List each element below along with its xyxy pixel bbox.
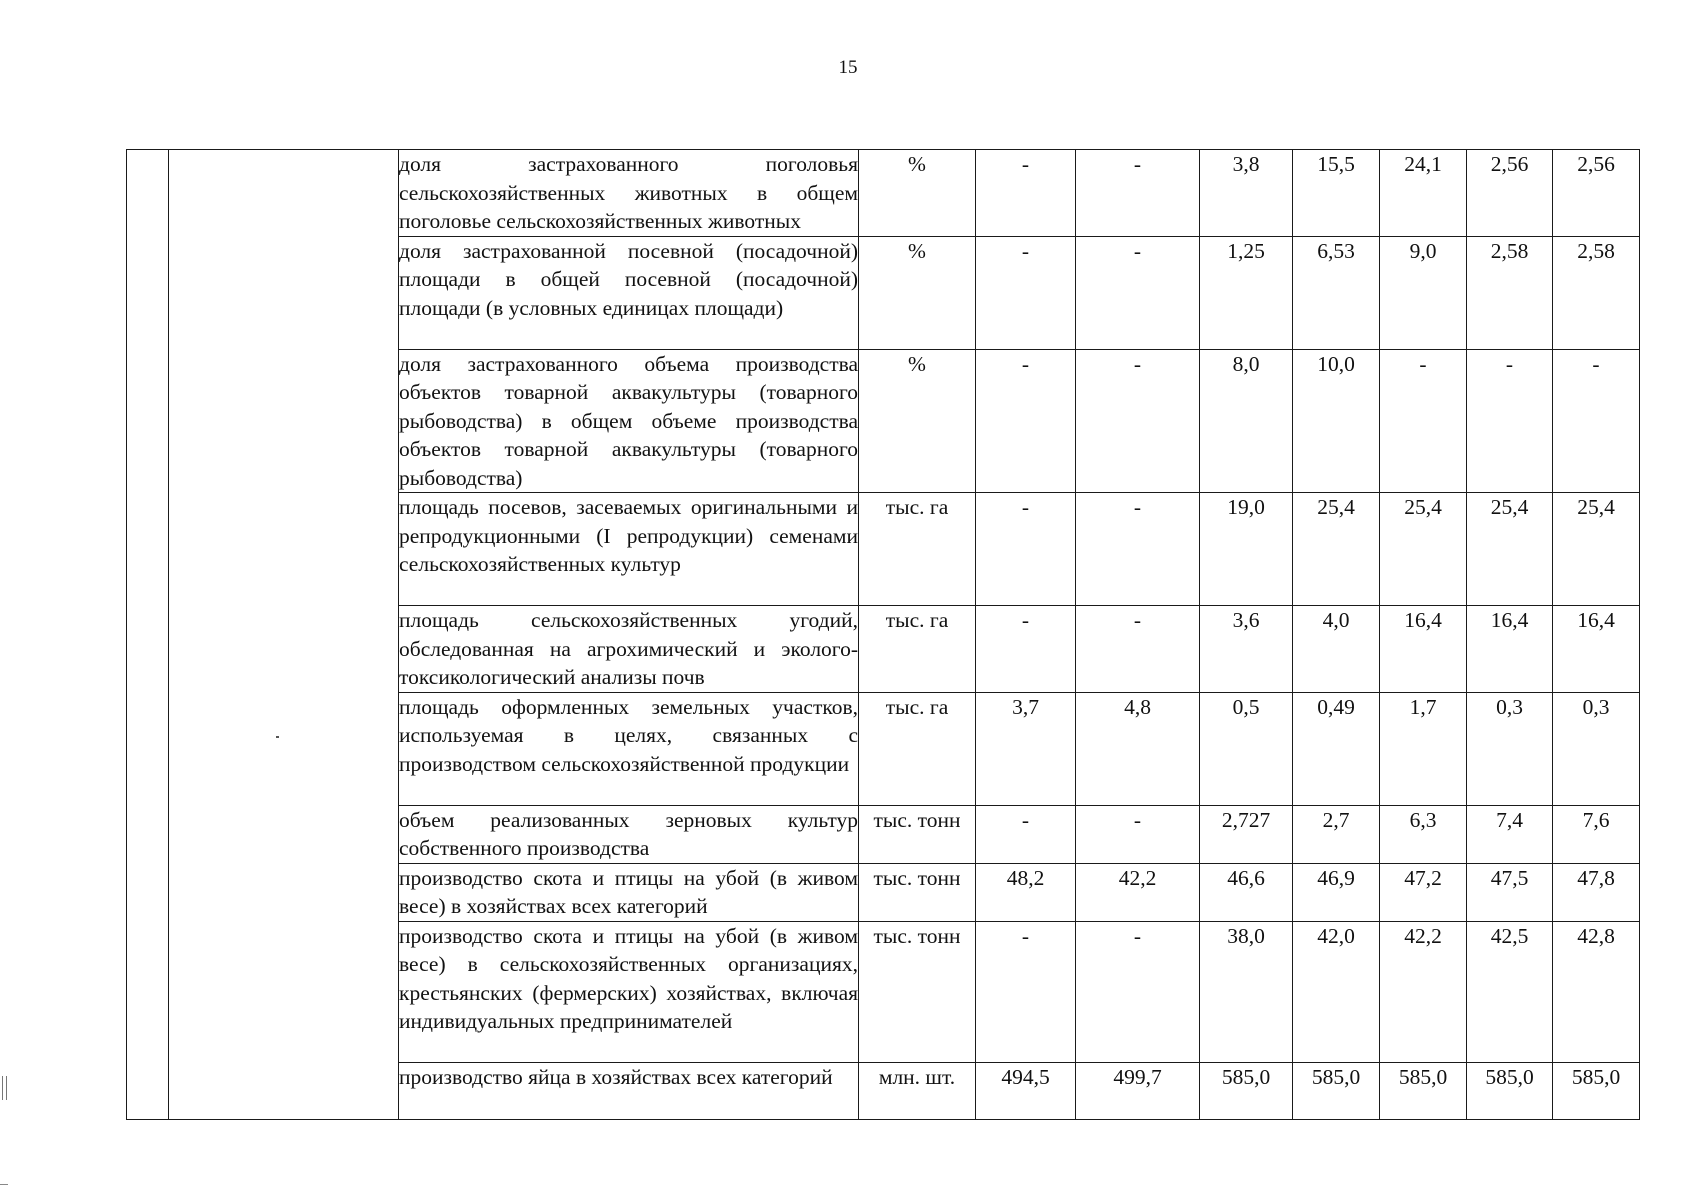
value-cell: 47,8 [1553, 863, 1640, 921]
value-cell: - [1076, 921, 1200, 1062]
unit-cell: тыс. га [859, 606, 976, 693]
value-cell: 15,5 [1293, 150, 1380, 237]
value-cell: 1,7 [1380, 692, 1467, 805]
indicator-cell: производство скота и птицы на убой (в живом весе) в хозяйствах всех категорий [399, 863, 859, 921]
value-cell: - [976, 606, 1076, 693]
value-cell: 4,8 [1076, 692, 1200, 805]
table-body [127, 150, 1640, 1120]
unit-cell: тыс. тонн [859, 805, 976, 863]
unit-cell: % [859, 150, 976, 237]
value-cell: 46,9 [1293, 863, 1380, 921]
value-cell: 42,8 [1553, 921, 1640, 1062]
value-cell: - [976, 236, 1076, 349]
value-cell: 3,7 [976, 692, 1076, 805]
value-cell: 19,0 [1200, 493, 1293, 606]
value-cell: 25,4 [1467, 493, 1553, 606]
value-cell: - [1076, 150, 1200, 237]
value-cell: 46,6 [1200, 863, 1293, 921]
value-cell: 2,58 [1467, 236, 1553, 349]
indicator-cell: производство скота и птицы на убой (в живом весе) в сельскохозяйственных организациях, крестьянских (фермерских) хозяйствах, включая индивидуальных предпринимателей [399, 921, 859, 1062]
value-cell: 585,0 [1467, 1062, 1553, 1119]
value-cell: 2,56 [1553, 150, 1640, 237]
indicator-cell: площадь сельскохозяйственных угодий, обследованная на агрохимический и эколого-токсикологический анализы почв [399, 606, 859, 693]
unit-cell: тыс. га [859, 692, 976, 805]
value-cell: 0,3 [1553, 692, 1640, 805]
unit-cell: тыс. тонн [859, 863, 976, 921]
indicator-cell: объем реализованных зерновых культур собственного производства [399, 805, 859, 863]
value-cell: 3,8 [1200, 150, 1293, 237]
value-cell: 585,0 [1380, 1062, 1467, 1119]
value-cell: 2,56 [1467, 150, 1553, 237]
value-cell: - [1076, 606, 1200, 693]
value-cell: 4,0 [1293, 606, 1380, 693]
number-column-cell [127, 150, 169, 1120]
indicator-cell: площадь посевов, засеваемых оригинальными и репродукционными (I репродукции) семенами сельскохозяйственных культур [399, 493, 859, 606]
value-cell: 494,5 [976, 1062, 1076, 1119]
value-cell: 10,0 [1293, 349, 1380, 493]
scan-mark [276, 736, 279, 738]
value-cell: 0,5 [1200, 692, 1293, 805]
program-column-cell [169, 150, 399, 1120]
value-cell: 9,0 [1380, 236, 1467, 349]
value-cell: 3,6 [1200, 606, 1293, 693]
value-cell: - [976, 921, 1076, 1062]
value-cell: 42,0 [1293, 921, 1380, 1062]
value-cell: 42,5 [1467, 921, 1553, 1062]
edge-mark [2, 1076, 7, 1100]
value-cell: 42,2 [1076, 863, 1200, 921]
value-cell: 48,2 [976, 863, 1076, 921]
value-cell: - [976, 150, 1076, 237]
value-cell: 25,4 [1553, 493, 1640, 606]
value-cell: - [1076, 493, 1200, 606]
value-cell: 6,53 [1293, 236, 1380, 349]
value-cell: 6,3 [1380, 805, 1467, 863]
indicator-cell: доля застрахованного объема производства объектов товарной аквакультуры (товарного рыбоводства) в общем объеме производства объектов товарной аквакультуры (товарного рыбоводства) [399, 349, 859, 493]
unit-cell: % [859, 236, 976, 349]
value-cell: 16,4 [1380, 606, 1467, 693]
value-cell: - [976, 349, 1076, 493]
value-cell: 585,0 [1200, 1062, 1293, 1119]
unit-cell: млн. шт. [859, 1062, 976, 1119]
value-cell: - [1076, 236, 1200, 349]
value-cell: 38,0 [1200, 921, 1293, 1062]
value-cell: 24,1 [1380, 150, 1467, 237]
page-number: 15 [838, 57, 858, 78]
value-cell: 2,7 [1293, 805, 1380, 863]
value-cell: - [976, 805, 1076, 863]
value-cell: 585,0 [1553, 1062, 1640, 1119]
value-cell: 16,4 [1553, 606, 1640, 693]
value-cell: 42,2 [1380, 921, 1467, 1062]
indicator-cell: производство яйца в хозяйствах всех категорий [399, 1062, 859, 1119]
value-cell: 2,58 [1553, 236, 1640, 349]
value-cell: - [976, 493, 1076, 606]
value-cell: 16,4 [1467, 606, 1553, 693]
value-cell: - [1076, 349, 1200, 493]
value-cell: 47,5 [1467, 863, 1553, 921]
value-cell: - [1380, 349, 1467, 493]
indicator-cell: доля застрахованной посевной (посадочной) площади в общей посевной (посадочной) площади (в условных единицах площади) [399, 236, 859, 349]
value-cell: - [1076, 805, 1200, 863]
unit-cell: % [859, 349, 976, 493]
value-cell: 25,4 [1380, 493, 1467, 606]
value-cell: - [1553, 349, 1640, 493]
value-cell: 2,727 [1200, 805, 1293, 863]
table-row [127, 150, 1640, 237]
unit-cell: тыс. га [859, 493, 976, 606]
indicator-cell: доля застрахованного поголовья сельскохозяйственных животных в общем поголовье сельскохозяйственных животных [399, 150, 859, 237]
edge-mark [0, 1184, 8, 1185]
value-cell: 1,25 [1200, 236, 1293, 349]
value-cell: 47,2 [1380, 863, 1467, 921]
value-cell: 7,6 [1553, 805, 1640, 863]
value-cell: 25,4 [1293, 493, 1380, 606]
value-cell: 499,7 [1076, 1062, 1200, 1119]
value-cell: 0,49 [1293, 692, 1380, 805]
value-cell: 585,0 [1293, 1062, 1380, 1119]
value-cell: 0,3 [1467, 692, 1553, 805]
value-cell: - [1467, 349, 1553, 493]
indicator-cell: площадь оформленных земельных участков, используемая в целях, связанных с производством сельскохозяйственной продукции [399, 692, 859, 805]
unit-cell: тыс. тонн [859, 921, 976, 1062]
value-cell: 7,4 [1467, 805, 1553, 863]
value-cell: 8,0 [1200, 349, 1293, 493]
indicators-table [126, 149, 1640, 1120]
